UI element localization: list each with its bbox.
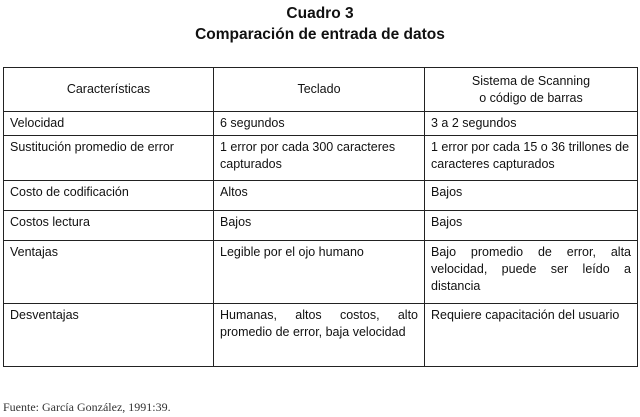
cell-scanning: Bajo promedio de error, alta velocidad, puede ser leído a distancia [425, 241, 638, 304]
table-source-note: Fuente: García González, 1991:39. [3, 400, 171, 414]
table-row [4, 112, 638, 136]
cell-teclado: Humanas, altos costos, alto promedio de error, baja velocidad [214, 304, 425, 367]
row-label: Sustitución promedio de error [4, 136, 214, 181]
cell-teclado: 6 segundos [214, 112, 425, 136]
header-teclado: Teclado [214, 68, 425, 112]
table-row [4, 304, 638, 367]
table-row [4, 241, 638, 304]
table-caption-title: Comparación de entrada de datos [195, 26, 445, 43]
cell-teclado: Altos [214, 181, 425, 211]
cell-scanning: Requiere capacitación del usuario [425, 304, 638, 367]
comparison-table [3, 67, 638, 367]
table-row [4, 181, 638, 211]
header-scanning-line1: Sistema de Scanning [471, 73, 591, 88]
cell-scanning: Bajos [425, 211, 638, 241]
header-scanning-line2: o código de barras [479, 90, 583, 105]
table-row [4, 211, 638, 241]
cell-scanning: Bajos [425, 181, 638, 211]
cell-scanning: 1 error por cada 15 o 36 trillones de caracteres capturados [425, 136, 638, 181]
header-scanning [425, 68, 638, 112]
row-label: Ventajas [4, 241, 214, 304]
table-header-row [4, 68, 638, 112]
header-caracteristicas: Características [4, 68, 214, 112]
cell-teclado: Bajos [214, 211, 425, 241]
cell-teclado: 1 error por cada 300 caracteres capturados [214, 136, 425, 181]
cell-teclado: Legible por el ojo humano [214, 241, 425, 304]
row-label: Costos lectura [4, 211, 214, 241]
table-caption-number: Cuadro 3 [286, 5, 354, 22]
table-row [4, 136, 638, 181]
row-label: Velocidad [4, 112, 214, 136]
row-label: Desventajas [4, 304, 214, 367]
row-label: Costo de codificación [4, 181, 214, 211]
cell-scanning: 3 a 2 segundos [425, 112, 638, 136]
